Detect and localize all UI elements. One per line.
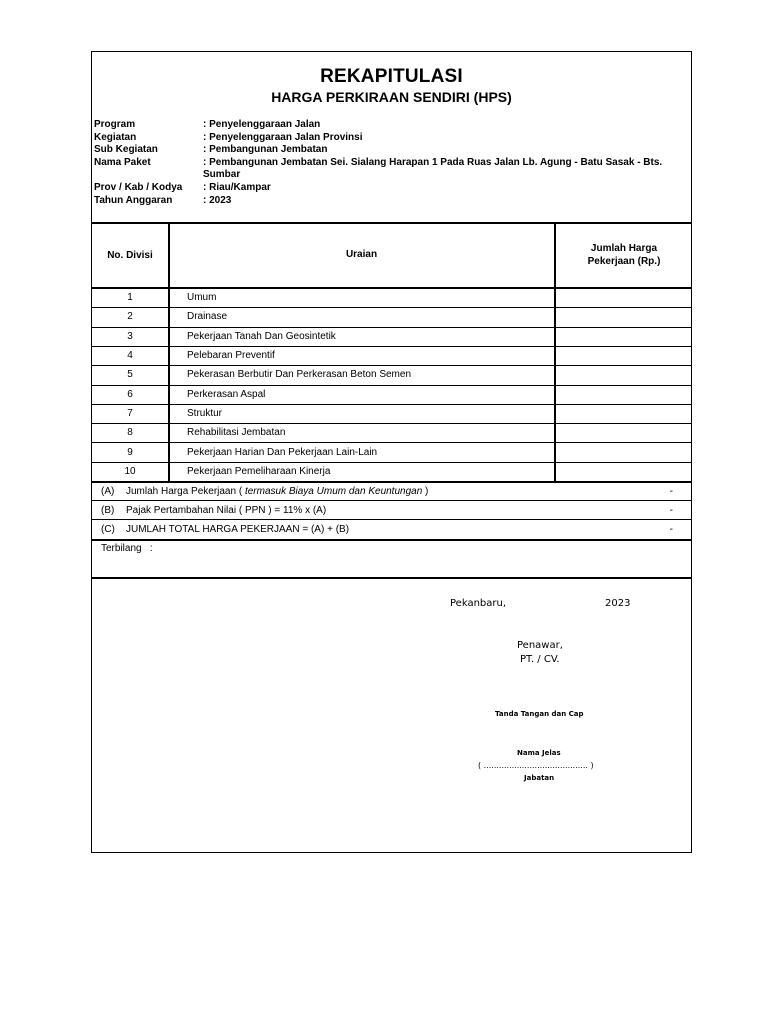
info-label: Program [94,119,136,130]
table-row [92,423,691,442]
summary-text-tail: ) [422,486,429,497]
row-divider [92,365,691,366]
info-value: : 2023 [203,195,232,206]
summary-tag: (C) [101,524,115,535]
info-value: : Penyelenggaraan Jalan [203,119,321,130]
row-uraian: Pekerjaan Harian Dan Pekerjaan Lain-Lain [187,446,378,458]
table-row [92,346,691,365]
document-sheet [91,51,692,853]
info-label: Nama Paket [94,156,151,168]
summary-value: - [669,486,673,497]
header-jumlah-harga: Jumlah Harga Pekerjaan (Rp.) [587,243,661,267]
summary-text-main: Jumlah Harga Pekerjaan ( [126,486,245,497]
signature-jabatan: Jabatan [524,774,555,782]
summary-text [126,486,428,497]
row-divider [92,462,691,463]
row-uraian: Umum [187,292,217,304]
row-uraian: Pelebaran Preventif [187,350,275,362]
row-uraian: Drainase [187,311,228,323]
row-no-divisi: 1 [127,292,133,304]
row-no-divisi: 6 [127,388,133,400]
row-no-divisi: 10 [124,465,136,477]
row-uraian: Rehabilitasi Jembatan [187,427,286,439]
summary-text: JUMLAH TOTAL HARGA PEKERJAAN = (A) + (B) [126,524,350,535]
info-label: Sub Kegiatan [94,144,158,155]
summary-bottom-line [92,539,691,541]
info-label: Tahun Anggaran [94,195,173,206]
info-label: Kegiatan [94,131,137,143]
page-title: REKAPITULASI [320,66,463,87]
table-row [92,404,691,423]
page-subtitle: HARGA PERKIRAAN SENDIRI (HPS) [271,89,512,105]
header-no-divisi: No. Divisi [107,249,153,261]
summary-top-line [92,481,691,483]
summary-row-c [92,524,691,540]
table-row [92,442,691,461]
row-divider [92,442,691,443]
signature-line: ( ......................................... ) [478,761,594,770]
row-uraian: Perkerasan Aspal [187,388,266,400]
row-divider [92,385,691,386]
summary-line-2 [92,519,691,520]
row-divider [92,307,691,308]
terbilang-bottom-line [92,577,691,579]
summary-value: - [669,524,673,535]
row-no-divisi: 8 [127,427,133,439]
info-value: : Pembangunan Jembatan [203,144,328,155]
summary-tag: (A) [101,486,115,497]
row-no-divisi: 3 [127,330,133,342]
row-uraian: Pekerjaan Pemeliharaan Kinerja [187,465,331,477]
table-row [92,365,691,384]
row-no-divisi: 7 [127,407,133,419]
row-no-divisi: 5 [127,369,133,381]
row-divider [92,327,691,328]
table-row [92,327,691,346]
signature-company: PT. / CV. [520,654,560,665]
table-row [92,288,691,307]
row-divider [92,423,691,424]
row-no-divisi: 2 [127,311,133,323]
info-value: : Pembangunan Jembatan Sei. Sialang Harapan 1 Pada Ruas Jalan Lb. Agung - Batu Sasak - Bts. Sumbar [203,156,663,180]
header-uraian: Uraian [345,248,378,260]
info-block [94,119,689,214]
summary-tag: (B) [101,505,115,516]
row-uraian: Pekerjaan Tanah Dan Geosintetik [187,330,336,342]
table-row [92,307,691,326]
row-uraian: Struktur [187,407,223,419]
signature-place: Pekanbaru, [450,598,507,609]
info-value: : Riau/Kampar [203,182,271,193]
summary-text: Pajak Pertambahan Nilai ( PPN ) = 11% x (A) [126,505,327,516]
summary-value: - [669,505,673,516]
info-value: : Penyelenggaraan Jalan Provinsi [203,131,363,143]
signature-nama: Nama Jelas [517,749,561,757]
row-divider [92,346,691,347]
row-no-divisi: 9 [127,446,133,458]
signature-ttd: Tanda Tangan dan Cap [495,710,584,718]
terbilang-label: Terbilang : [101,543,153,554]
row-divider [92,404,691,405]
signature-penawar: Penawar, [517,640,563,651]
summary-line-1 [92,500,691,501]
signature-year: 2023 [605,598,631,609]
info-label: Prov / Kab / Kodya [94,182,183,193]
row-no-divisi: 4 [127,350,133,362]
table-row [92,462,691,481]
row-uraian: Pekerasan Berbutir Dan Perkerasan Beton Semen [187,369,412,381]
summary-text-italic: termasuk Biaya Umum dan Keuntungan [244,486,423,497]
table-row [92,385,691,404]
